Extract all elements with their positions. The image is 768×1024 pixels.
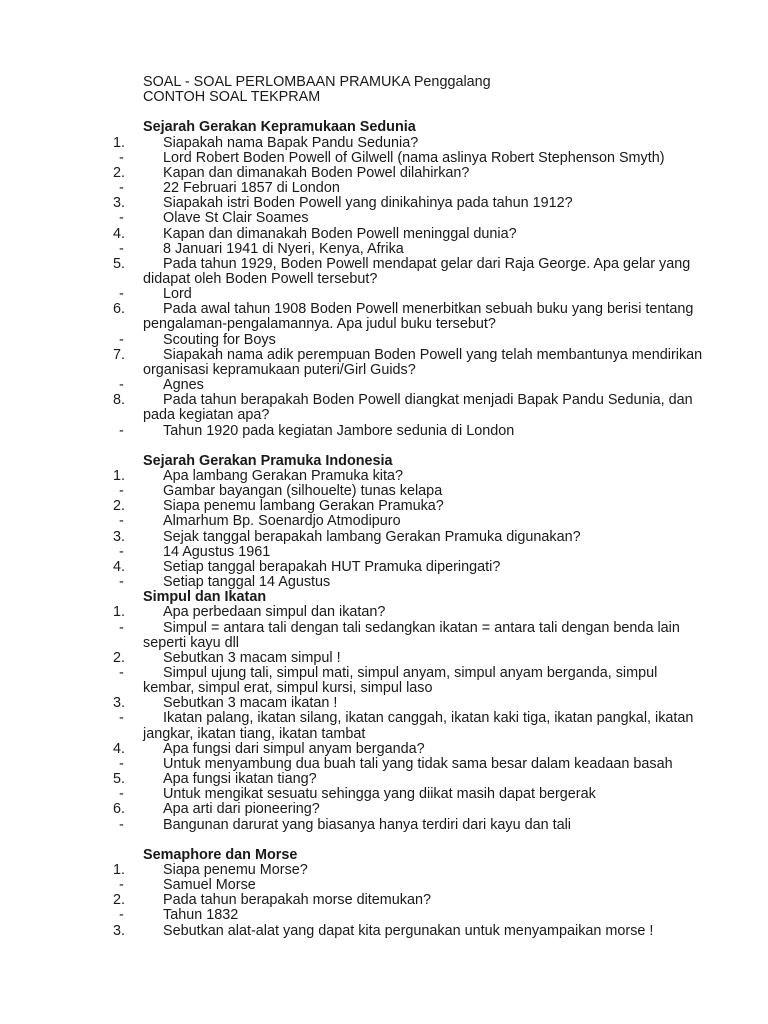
question-number: 2. <box>113 892 126 909</box>
answer-text: Gambar bayangan (silhouelte) tunas kelapa <box>163 483 443 500</box>
question-text: Sebutkan 3 macam ikatan ! <box>163 695 338 712</box>
answer-text: 14 Agustus 1961 <box>163 543 271 560</box>
question-text: Apa lambang Gerakan Pramuka kita? <box>163 467 403 484</box>
answer-bullet: - <box>119 210 124 227</box>
answer-bullet: - <box>119 149 124 166</box>
answer-bullet: - <box>119 377 124 394</box>
question-text: Apa fungsi ikatan tiang? <box>163 771 317 788</box>
question-text: Apa perbedaan simpul dan ikatan? <box>163 604 386 621</box>
question-number: 8. <box>113 392 126 409</box>
question-item <box>0 924 768 939</box>
question-item <box>0 136 768 151</box>
question-item <box>0 393 768 423</box>
question-text: Kapan dan dimanakah Boden Powell meninggal dunia? <box>163 225 517 242</box>
question-item <box>0 893 768 908</box>
question-item <box>0 348 768 378</box>
question-number: 3. <box>113 922 126 939</box>
question-text: Sebutkan alat-alat yang dapat kita pergunakan untuk menyampaikan morse ! <box>163 922 654 939</box>
question-item <box>0 605 768 620</box>
answer-item <box>0 545 768 560</box>
question-number: 1. <box>113 134 126 151</box>
section-heading: Sejarah Gerakan Kepramukaan Sedunia <box>143 119 416 136</box>
question-number: 2. <box>113 498 126 515</box>
question-number: 2. <box>113 649 126 666</box>
answer-text: Simpul = antara tali dengan tali sedangkan ikatan = antara tali dengan benda lain seperti kayu dll <box>143 619 680 651</box>
question-text: Sebutkan 3 macam simpul ! <box>163 649 341 666</box>
question-number: 3. <box>113 195 126 212</box>
question-text: Siapakah nama Bapak Pandu Sedunia? <box>163 134 419 151</box>
question-number: 7. <box>113 346 126 363</box>
question-text: Pada tahun berapakah Boden Powell diangkat menjadi Bapak Pandu Sedunia, dan pada kegiatan apa? <box>143 392 693 424</box>
question-text: Apa fungsi dari simpul anyam berganda? <box>163 740 425 757</box>
question-item <box>0 302 768 332</box>
answer-text: Scouting for Boys <box>163 331 276 348</box>
answer-bullet: - <box>119 877 124 894</box>
question-item <box>0 257 768 287</box>
answer-bullet: - <box>119 816 124 833</box>
answer-bullet: - <box>119 483 124 500</box>
question-number: 2. <box>113 164 126 181</box>
answer-text: Olave St Clair Soames <box>163 210 309 227</box>
question-number: 4. <box>113 740 126 757</box>
question-text: Siapa penemu lambang Gerakan Pramuka? <box>163 498 444 515</box>
question-number: 6. <box>113 301 126 318</box>
question-text: Siapakah nama adik perempuan Boden Powell yang telah membantunya mendirikan organisasi kepramukaan puteri/Girl Guids? <box>143 346 703 378</box>
answer-text: 22 Februari 1857 di London <box>163 180 340 197</box>
answer-text: Untuk mengikat sesuatu sehingga yang diikat masih dapat bergerak <box>163 786 596 803</box>
question-text: Pada tahun berapakah morse ditemukan? <box>163 892 432 909</box>
answer-bullet: - <box>119 331 124 348</box>
question-item <box>0 863 768 878</box>
answer-item <box>0 181 768 196</box>
answer-text: Ikatan palang, ikatan silang, ikatan canggah, ikatan kaki tiga, ikatan pangkal, ikatan jangkar, ikatan tiang, ikatan tambat <box>143 710 694 742</box>
question-item <box>0 166 768 181</box>
answer-text: Samuel Morse <box>163 877 256 894</box>
answer-item <box>0 424 768 439</box>
answer-text: Tahun 1832 <box>163 907 239 924</box>
question-text: Kapan dan dimanakah Boden Powel dilahirkan? <box>163 164 470 181</box>
answer-bullet: - <box>119 710 124 727</box>
answer-item <box>0 711 768 741</box>
answer-bullet: - <box>119 907 124 924</box>
document-title-line-1: SOAL - SOAL PERLOMBAAN PRAMUKA Penggalang <box>143 74 491 90</box>
answer-bullet: - <box>119 574 124 591</box>
answer-item <box>0 484 768 499</box>
question-item <box>0 499 768 514</box>
question-item <box>0 196 768 211</box>
question-text: Siapa penemu Morse? <box>163 861 308 878</box>
answer-item <box>0 621 768 651</box>
answer-bullet: - <box>119 543 124 560</box>
question-number: 6. <box>113 801 126 818</box>
question-text: Setiap tanggal berapakah HUT Pramuka diperingati? <box>163 558 501 575</box>
answer-bullet: - <box>119 180 124 197</box>
answer-bullet: - <box>119 286 124 303</box>
answer-item <box>0 514 768 529</box>
question-number: 3. <box>113 528 126 545</box>
question-item <box>0 696 768 711</box>
question-text: Pada awal tahun 1908 Boden Powell menerbitkan sebuah buku yang berisi tentang pengalaman-pengalamannya. Apa judul buku tersebut? <box>143 301 694 333</box>
answer-item <box>0 757 768 772</box>
question-number: 4. <box>113 558 126 575</box>
question-item <box>0 227 768 242</box>
question-number: 4. <box>113 225 126 242</box>
question-number: 5. <box>113 255 126 272</box>
section-spacer <box>0 105 768 120</box>
question-number: 1. <box>113 604 126 621</box>
answer-text: Setiap tanggal 14 Agustus <box>163 574 331 591</box>
question-item <box>0 530 768 545</box>
answer-item <box>0 878 768 893</box>
answer-item <box>0 151 768 166</box>
answer-bullet: - <box>119 240 124 257</box>
answer-bullet: - <box>119 755 124 772</box>
answer-text: Lord <box>163 286 192 303</box>
answer-item <box>0 908 768 923</box>
answer-text: Almarhum Bp. Soenardjo Atmodipuro <box>163 513 401 530</box>
question-text: Siapakah istri Boden Powell yang dinikahinya pada tahun 1912? <box>163 195 573 212</box>
section-heading: Semaphore dan Morse <box>143 846 298 863</box>
answer-item <box>0 242 768 257</box>
answer-text: Simpul ujung tali, simpul mati, simpul anyam, simpul anyam berganda, simpul kembar, simpul erat, simpul kursi, simpul laso <box>143 664 658 697</box>
question-item <box>0 802 768 817</box>
answer-item <box>0 818 768 833</box>
question-item <box>0 560 768 575</box>
answer-item <box>0 787 768 802</box>
question-text: Pada tahun 1929, Boden Powell mendapat gelar dari Raja George. Apa gelar yang didapat oleh Boden Powell tersebut? <box>143 255 691 287</box>
answer-item <box>0 287 768 302</box>
answer-text: Untuk menyambung dua buah tali yang tidak sama besar dalam keadaan basah <box>163 755 673 772</box>
section-heading: Sejarah Gerakan Pramuka Indonesia <box>143 452 393 469</box>
answer-item <box>0 378 768 393</box>
question-item <box>0 742 768 757</box>
answer-text: Tahun 1920 pada kegiatan Jambore sedunia di London <box>163 422 515 439</box>
section-spacer <box>0 439 768 454</box>
question-item <box>0 772 768 787</box>
answer-bullet: - <box>119 786 124 803</box>
answer-text: 8 Januari 1941 di Nyeri, Kenya, Afrika <box>163 240 404 257</box>
question-number: 1. <box>113 861 126 878</box>
document-page <box>0 75 768 939</box>
answer-bullet: - <box>119 513 124 530</box>
answer-text: Lord Robert Boden Powell of Gilwell (nama aslinya Robert Stephenson Smyth) <box>163 149 665 166</box>
document-title-line-2: CONTOH SOAL TEKPRAM <box>143 89 321 106</box>
question-number: 3. <box>113 695 126 712</box>
answer-item <box>0 333 768 348</box>
question-text: Sejak tanggal berapakah lambang Gerakan Pramuka digunakan? <box>163 528 581 545</box>
answer-item <box>0 666 768 696</box>
answer-bullet: - <box>119 619 124 636</box>
sections-container <box>0 105 768 938</box>
answer-text: Agnes <box>163 377 204 394</box>
question-item <box>0 469 768 484</box>
answer-item <box>0 211 768 226</box>
question-number: 1. <box>113 467 126 484</box>
question-item <box>0 651 768 666</box>
question-text: Apa arti dari pioneering? <box>163 801 320 818</box>
answer-item <box>0 575 768 590</box>
section-heading: Simpul dan Ikatan <box>143 589 267 606</box>
answer-bullet: - <box>119 664 124 681</box>
section-spacer <box>0 833 768 848</box>
answer-text: Bangunan darurat yang biasanya hanya terdiri dari kayu dan tali <box>163 816 572 833</box>
answer-bullet: - <box>119 422 124 439</box>
question-number: 5. <box>113 771 126 788</box>
